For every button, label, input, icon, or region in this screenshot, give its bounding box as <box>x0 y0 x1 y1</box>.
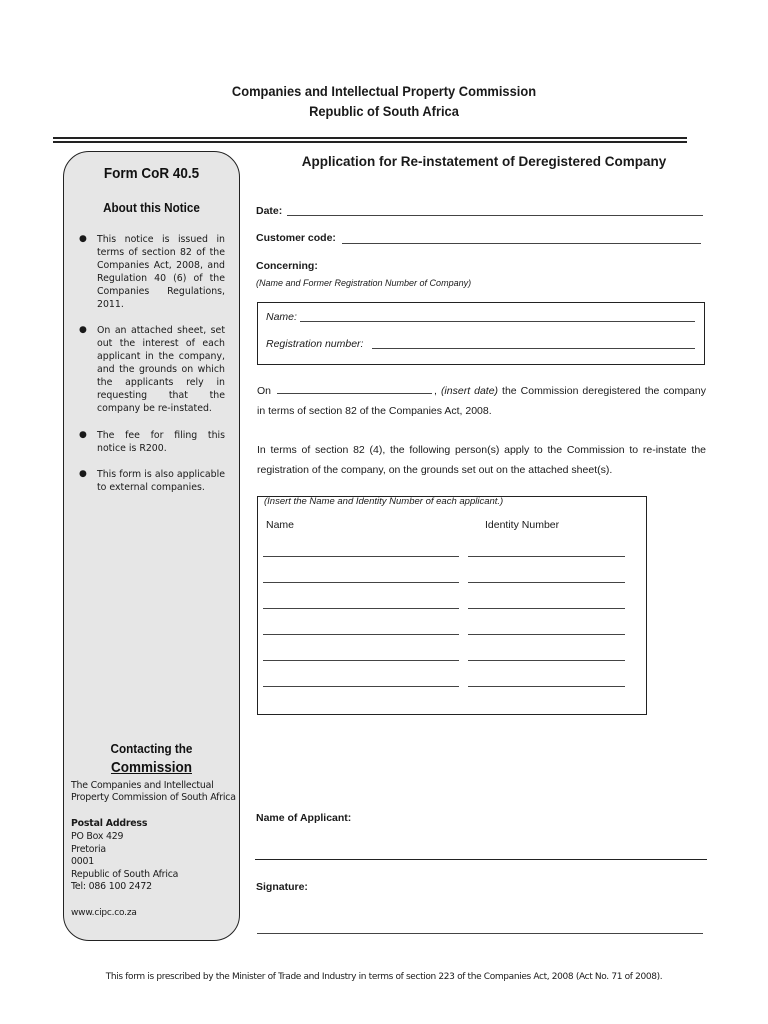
applicants-box <box>257 496 647 715</box>
applicant-name-field[interactable] <box>263 582 459 583</box>
date-field[interactable] <box>287 215 703 216</box>
applicant-identity-header: Identity Number <box>485 519 560 531</box>
signature-field[interactable] <box>257 933 703 934</box>
postal-address-label: Postal Address <box>71 818 148 829</box>
deregistration-date-field[interactable] <box>277 383 432 394</box>
contact-heading: Contacting the <box>110 741 193 756</box>
website-link[interactable]: www.cipc.co.za <box>71 908 137 918</box>
date-label: Date: <box>256 205 283 217</box>
registration-number-label: Registration number: <box>266 338 364 350</box>
name-of-applicant-label: Name of Applicant: <box>256 812 352 824</box>
telephone: Tel: 086 100 2472 <box>71 881 152 892</box>
header-country: Republic of South Africa <box>309 103 459 119</box>
applicant-identity-field[interactable] <box>468 582 625 583</box>
postal-line: 0001 <box>71 856 95 867</box>
commission-full-name: The Companies and Intellectual Property Commission of South Africa <box>71 780 236 804</box>
signature-label: Signature: <box>256 881 308 893</box>
applicant-name-field[interactable] <box>263 608 459 609</box>
applicant-identity-field[interactable] <box>468 608 625 609</box>
about-heading: About this Notice <box>103 200 200 215</box>
bullet-icon: ● <box>79 430 87 440</box>
header-rule-top <box>53 137 687 139</box>
bullet-item: ● The fee for filing this notice is R200. <box>79 430 225 454</box>
customer-code-field[interactable] <box>342 243 701 244</box>
deregistration-paragraph: On , (insert date) the Commission deregistered the company in terms of section 82 of the Companies Act, 2008. <box>257 385 706 417</box>
applicant-identity-field[interactable] <box>468 634 625 635</box>
company-name-label: Name: <box>266 311 297 323</box>
applicant-name-field[interactable] <box>263 660 459 661</box>
company-name-field[interactable] <box>300 321 695 322</box>
registration-number-field[interactable] <box>372 348 695 349</box>
applicant-identity-field[interactable] <box>468 556 625 557</box>
applicant-name-field[interactable] <box>263 634 459 635</box>
applicant-name-header: Name <box>266 519 295 531</box>
bullet-item: ● This form is also applicable to external companies. <box>79 469 225 493</box>
applicant-name-field[interactable] <box>263 556 459 557</box>
concerning-label: Concerning: <box>256 260 318 272</box>
contact-heading-commission: Commission <box>110 759 192 776</box>
name-of-applicant-field[interactable] <box>255 859 707 860</box>
company-details-box <box>257 302 705 365</box>
header-rule-bottom <box>53 141 687 143</box>
form-number: Form CoR 40.5 <box>103 165 200 182</box>
bullet-icon: ● <box>79 325 87 335</box>
footer-prescription-note: This form is prescribed by the Minister of Trade and Industry in terms of section 223 of the Companies Act, 2008 (Act No. 71 of 2008). <box>105 972 663 982</box>
bullet-icon: ● <box>79 234 87 244</box>
header-commission-name: Companies and Intellectual Property Commission <box>231 83 537 99</box>
postal-line: Republic of South Africa <box>71 868 179 880</box>
applicants-hint: (Insert the Name and Identity Number of each applicant.) <box>264 496 504 507</box>
applicant-name-field[interactable] <box>263 686 459 687</box>
application-paragraph: In terms of section 82 (4), the following person(s) apply to the Commission to re-instate the registration of the company, on the grounds set out on the attached sheet(s). <box>257 444 706 476</box>
bullet-icon: ● <box>79 469 87 479</box>
applicant-identity-field[interactable] <box>468 686 625 687</box>
bullet-item: ● On an attached sheet, set out the interest of each applicant in the company, and the grounds on which the applicants rely in requesting that the company be re-instated. <box>79 325 225 414</box>
concerning-hint: (Name and Former Registration Number of Company) <box>256 278 472 288</box>
customer-code-label: Customer code: <box>256 232 336 244</box>
applicant-identity-field[interactable] <box>468 660 625 661</box>
postal-line: PO Box 429 <box>71 831 124 842</box>
bullet-item: ● This notice is issued in terms of section 82 of the Companies Act, 2008, and Regulation 40 (6) of the Companies Regulations, 2011. <box>79 234 225 310</box>
postal-line: Pretoria <box>71 843 106 855</box>
form-title: Application for Re-instatement of Deregistered Company <box>301 154 667 169</box>
